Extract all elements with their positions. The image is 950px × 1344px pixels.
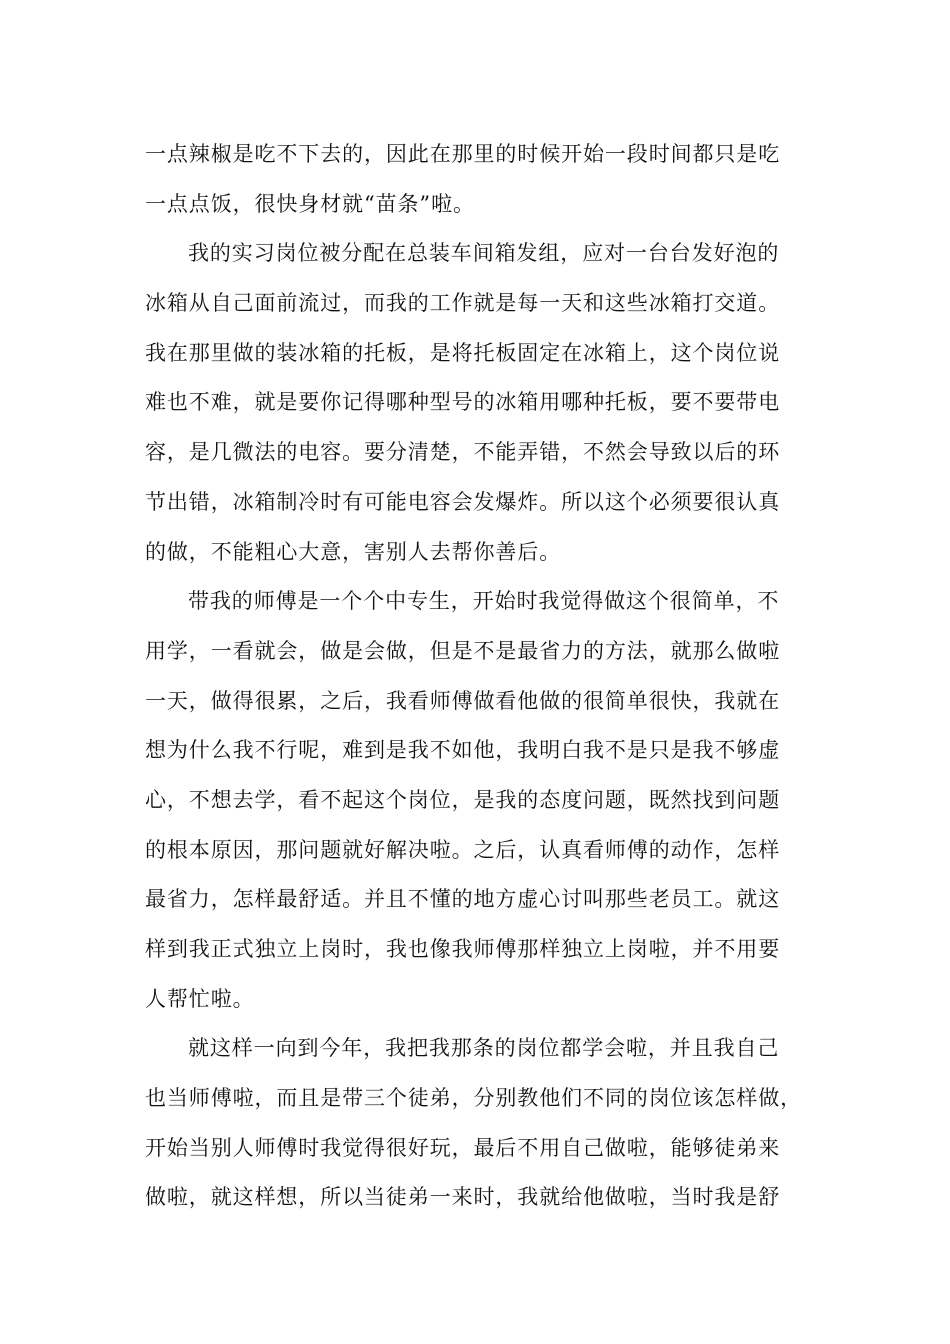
text-line: 也当师傅啦，而且是带三个徒弟，分别教他们不同的岗位该怎样做， bbox=[145, 1086, 802, 1111]
text-line: 难也不难，就是要你记得哪种型号的冰箱用哪种托板，要不要带电 bbox=[145, 390, 781, 415]
text-line: 一天，做得很累，之后，我看师傅做看他做的很简单很快，我就在 bbox=[145, 688, 781, 713]
text-line: 冰箱从自己面前流过，而我的工作就是每一天和这些冰箱打交道。 bbox=[145, 291, 781, 316]
text-line: 心，不想去学，看不起这个岗位，是我的态度问题，既然找到问题 bbox=[145, 787, 781, 812]
text-line: 人帮忙啦。 bbox=[145, 986, 255, 1011]
paragraph-first-line: 我的实习岗位被分配在总装车间箱发组，应对一台台发好泡的 bbox=[188, 241, 780, 266]
document-body bbox=[145, 130, 825, 1223]
text-line: 开始当别人师傅时我觉得很好玩，最后不用自己做啦，能够徒弟来 bbox=[145, 1135, 781, 1160]
paragraph-first-line: 就这样一向到今年，我把我那条的岗位都学会啦，并且我自己 bbox=[188, 1036, 780, 1061]
text-line: 最省力，怎样最舒适。并且不懂的地方虚心讨叫那些老员工。就这 bbox=[145, 887, 781, 912]
text-line: 的做，不能粗心大意，害别人去帮你善后。 bbox=[145, 539, 562, 564]
text-line: 的根本原因，那问题就好解决啦。之后，认真看师傅的动作，怎样 bbox=[145, 837, 781, 862]
text-line: 用学，一看就会，做是会做，但是不是最省力的方法，就那么做啦 bbox=[145, 638, 781, 663]
text-line: 做啦，就这样想，所以当徒弟一来时，我就给他做啦，当时我是舒 bbox=[145, 1185, 781, 1210]
text-line: 样到我正式独立上岗时，我也像我师傅那样独立上岗啦，并不用要 bbox=[145, 937, 781, 961]
paragraph-first-line: 带我的师傅是一个个中专生，开始时我觉得做这个很简单，不 bbox=[188, 589, 780, 614]
text-line: 一点辣椒是吃不下去的，因此在那里的时候开始一段时间都只是吃 bbox=[145, 142, 781, 166]
text-line: 想为什么我不行呢，难到是我不如他，我明白我不是只是我不够虚 bbox=[145, 738, 781, 763]
text-line: 我在那里做的装冰箱的托板，是将托板固定在冰箱上，这个岗位说 bbox=[145, 340, 781, 365]
text-line: 节出错，冰箱制冷时有可能电容会发爆炸。所以这个必须要很认真 bbox=[145, 489, 781, 514]
text-line: 容，是几微法的电容。要分清楚，不能弄错，不然会导致以后的环 bbox=[145, 440, 781, 465]
text-line: 一点点饭，很快身材就“苗条”啦。 bbox=[145, 191, 475, 216]
